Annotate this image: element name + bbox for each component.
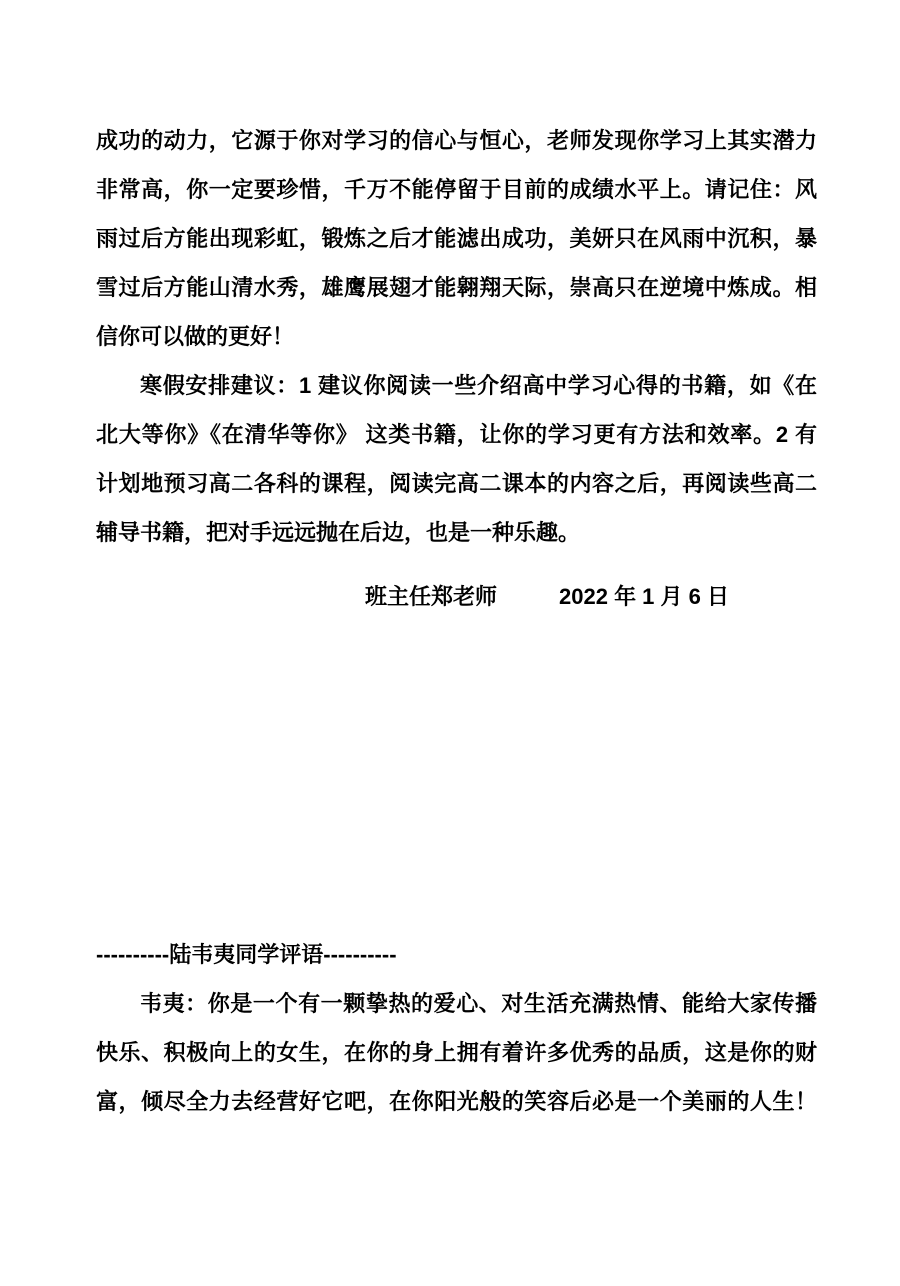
comment-line: 韦夷：你是一个有一颗挚热的爱心、对生活充满热情、能给大家传播 [140,991,817,1016]
comment-line: 快乐、积极向上的女生，在你的身上拥有着许多优秀的品质，这是你的财 [96,1040,817,1065]
letter-line: 非常高，你一定要珍惜，千万不能停留于目前的成绩水平上。请记住：风 [96,177,817,202]
comment-line: 富，倾尽全力去经营好它吧，在你阳光般的笑容后必是一个美丽的人生！ [96,1089,817,1114]
letter-line: 计划地预习高二各科的课程，阅读完高二课本的内容之后，再阅读些高二 [96,471,817,496]
teacher-letter-paragraph-1 [96,116,817,361]
letter-line: 寒假安排建议：1 建议你阅读一些介绍高中学习心得的书籍，如《在 [140,373,817,398]
letter-line: 信你可以做的更好！ [96,324,295,349]
letter-line: 辅导书籍，把对手远远抛在后边，也是一种乐趣。 [96,520,581,545]
signature-date: 2022 年 1 月 6 日 [559,584,729,609]
letter-line: 北大等你》《在清华等你》 这类书籍，让你的学习更有方法和效率。2 有 [96,422,817,447]
teacher-letter-paragraph-2 [96,361,817,557]
signature-row [96,572,817,621]
comment-section-header: ----------陆韦夷同学评语---------- [96,942,397,967]
signature-name: 班主任郑老师 [365,584,498,609]
letter-line: 成功的动力，它源于你对学习的信心与恒心，老师发现你学习上其实潜力 [96,128,817,153]
student-comment-paragraph [96,979,817,1126]
letter-line: 雨过后方能出现彩虹，锻炼之后才能滤出成功，美妍只在风雨中沉积，暴 [96,226,817,251]
letter-line: 雪过后方能山清水秀，雄鹰展翅才能翱翔天际，崇高只在逆境中炼成。相 [96,275,817,300]
